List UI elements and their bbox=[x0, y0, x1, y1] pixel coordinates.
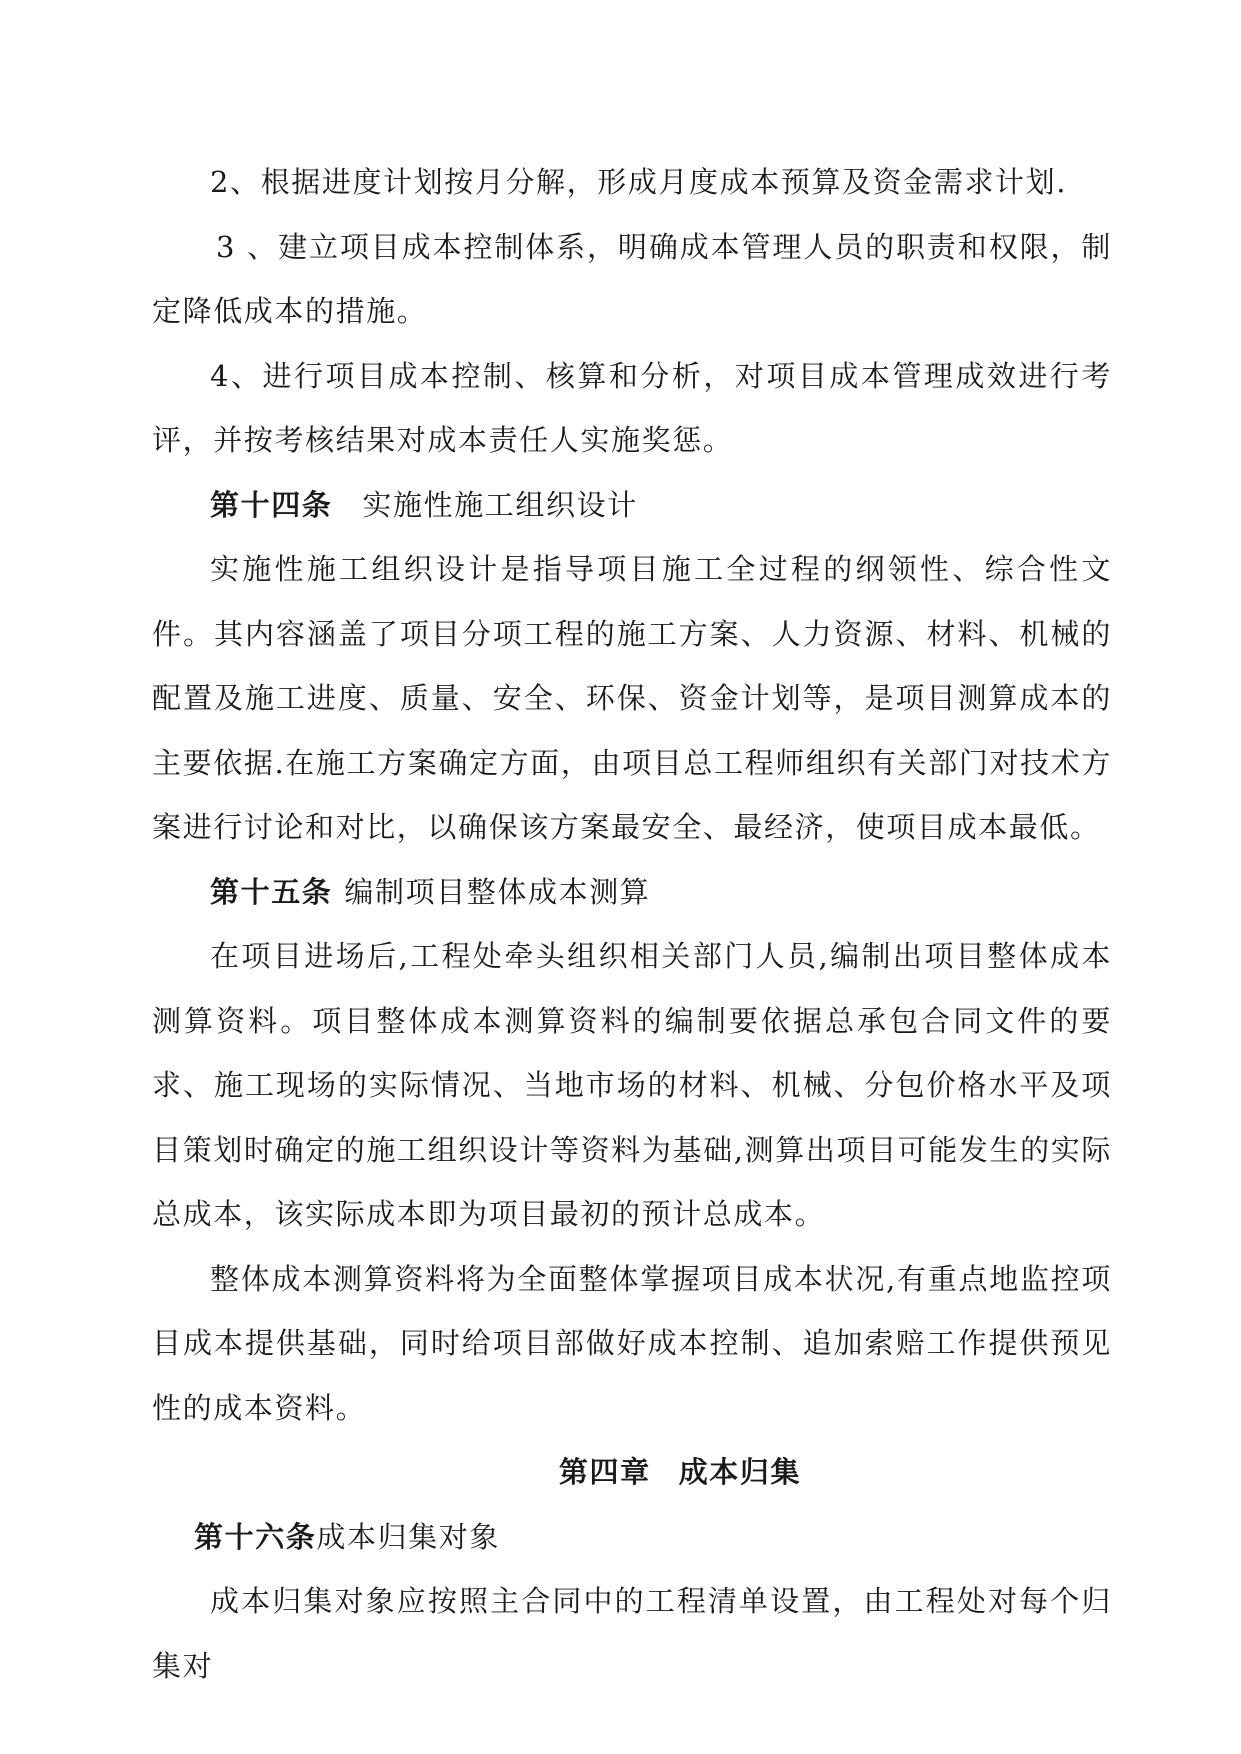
article-title: 成本归集对象 bbox=[316, 1519, 501, 1554]
list-item: 3 、建立项目成本控制体系，明确成本管理人员的职责和权限，制定降低成本的措施。 bbox=[152, 229, 1112, 328]
article-label: 第十六条 bbox=[194, 1519, 317, 1554]
list-item: 4、进行项目成本控制、核算和分析，对项目成本管理成效进行考评，并按考核结果对成本责任人实施奖惩。 bbox=[152, 358, 1112, 457]
article-15-body-2: 整体成本测算资料将为全面整体掌握项目成本状况,有重点地监控项目成本提供基础，同时给项目部做好成本控制、追加索赔工作提供预见性的成本资料。 bbox=[152, 1261, 1112, 1425]
article-14-body: 实施性施工组织设计是指导项目施工全过程的纲领性、综合性文件。其内容涵盖了项目分项工程的施工方案、人力资源、材料、机械的配置及施工进度、质量、安全、环保、资金计划等，是项目测算成本的主要依据.在施工方案确定方面，由项目总工程师组织有关部门对技术方案进行讨论和对比，以确保该方案最安全、最经济，使项目成本最低。 bbox=[152, 552, 1112, 844]
chapter-label: 第四章 bbox=[558, 1455, 651, 1489]
article-title: 编制项目整体成本测算 bbox=[344, 874, 651, 909]
article-15-heading bbox=[152, 860, 1112, 925]
chapter-heading bbox=[152, 1440, 1112, 1505]
article-16-heading bbox=[152, 1505, 1112, 1570]
article-14-heading bbox=[152, 473, 1112, 538]
article-label: 第十四条 bbox=[210, 487, 333, 522]
article-label: 第十五条 bbox=[210, 874, 333, 909]
list-item: 2、根据进度计划按月分解，形成月度成本预算及资金需求计划. bbox=[210, 165, 1068, 199]
article-15-body-1: 在项目进场后,工程处牵头组织相关部门人员,编制出项目整体成本测算资料。项目整体成本测算资料的编制要依据总承包合同文件的要求、施工现场的实际情况、当地市场的材料、机械、分包价格水平及项目策划时确定的施工组织设计等资料为基础,测算出项目可能发生的实际总成本，该实际成本即为项目最初的预计总成本。 bbox=[152, 939, 1112, 1231]
chapter-title: 成本归集 bbox=[678, 1455, 802, 1489]
document-body bbox=[152, 150, 1112, 1698]
article-16-body: 成本归集对象应按照主合同中的工程清单设置，由工程处对每个归集对 bbox=[152, 1584, 1112, 1683]
article-title: 实施性施工组织设计 bbox=[362, 487, 638, 522]
